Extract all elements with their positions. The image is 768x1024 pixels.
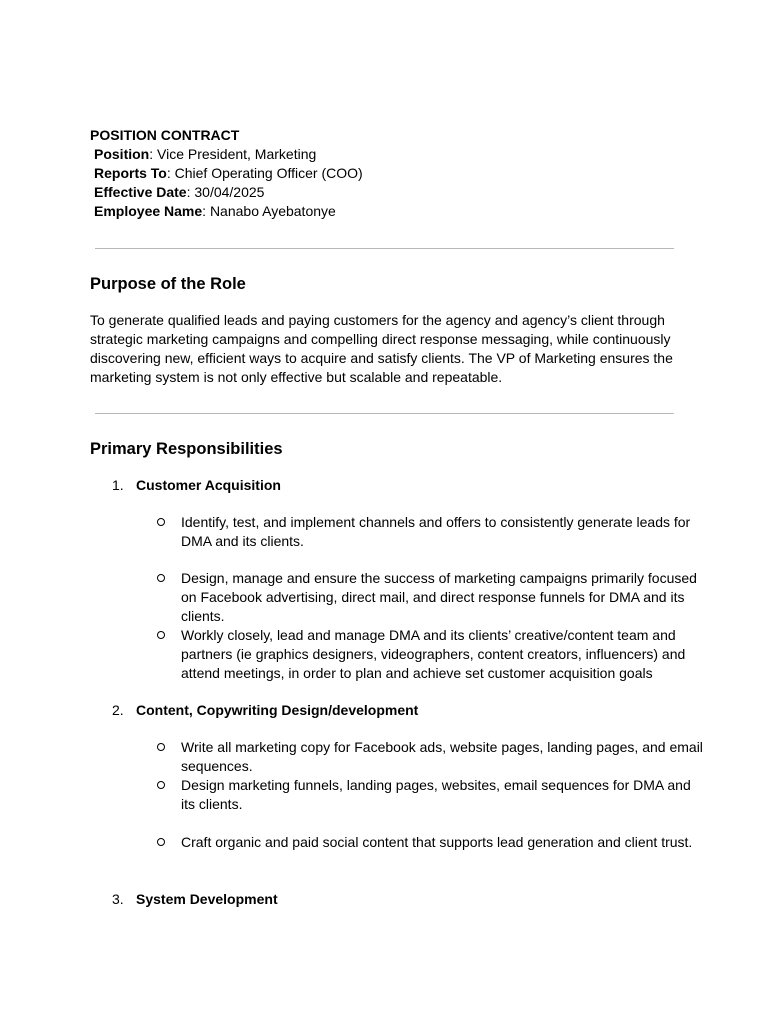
- purpose-text: To generate qualified leads and paying customers for the agency and agency’s client through strategic marketing campaigns and compelling direct response messaging, while continuously discovering new, efficient ways to acquire and satisfy clients. The VP of Marketing ensures the marketing system is not only effective but scalable and repeatable.: [90, 312, 673, 385]
- field-effective-date: [94, 183, 363, 202]
- field-label: Reports To: [94, 165, 167, 181]
- horizontal-divider: [95, 413, 674, 414]
- section-heading-customer-acquisition: [112, 476, 281, 495]
- bullet-circle-icon: [157, 743, 165, 751]
- section-title: Customer Acquisition: [136, 477, 281, 493]
- list-item: [157, 738, 706, 776]
- section-heading-content-copywriting: [112, 701, 418, 720]
- list-number: 2.: [112, 702, 124, 718]
- section-title: System Development: [136, 891, 278, 907]
- list-item: [157, 569, 706, 626]
- field-reports-to: [94, 164, 363, 183]
- field-value: : Nanabo Ayebatonye: [202, 203, 336, 219]
- responsibilities-heading: Primary Responsibilities: [90, 440, 283, 458]
- horizontal-divider: [95, 248, 674, 249]
- field-value: : Vice President, Marketing: [149, 146, 317, 162]
- section-heading-system-development: [112, 890, 278, 909]
- list-item: [157, 833, 706, 852]
- contract-title: POSITION CONTRACT: [90, 127, 240, 143]
- section-title: Content, Copywriting Design/development: [136, 702, 419, 718]
- field-value: : Chief Operating Officer (COO): [166, 165, 363, 181]
- bullet-circle-icon: [157, 518, 165, 526]
- bullet-text: Design marketing funnels, landing pages, websites, email sequences for DMA and its clients.: [181, 777, 691, 812]
- bullet-circle-icon: [157, 838, 165, 846]
- bullet-text: Design, manage and ensure the success of marketing campaigns primarily focused on Facebook advertising, direct mail, and direct response funnels for DMA and its clients.: [181, 570, 697, 624]
- field-employee-name: [94, 202, 363, 221]
- bullet-circle-icon: [157, 631, 165, 639]
- contract-fields: [94, 145, 363, 221]
- list-number: 3.: [112, 891, 124, 907]
- list-item: [157, 776, 706, 814]
- field-label: Employee Name: [94, 203, 203, 219]
- list-item: [157, 513, 706, 551]
- bullet-text: Write all marketing copy for Facebook ads, website pages, landing pages, and email sequences.: [181, 739, 703, 774]
- bullet-circle-icon: [157, 574, 165, 582]
- field-position: [94, 145, 363, 164]
- field-value: : 30/04/2025: [186, 184, 265, 200]
- bullet-text: Workly closely, lead and manage DMA and its clients’ creative/content team and partners (ie graphics designers, videographers, content creators, influencers) and attend meetings, in order to plan and achieve set customer acquisition goals: [181, 627, 686, 681]
- bullet-circle-icon: [157, 781, 165, 789]
- field-label: Effective Date: [94, 184, 187, 200]
- field-label: Position: [94, 146, 150, 162]
- list-number: 1.: [112, 477, 124, 493]
- bullet-text: Identify, test, and implement channels and offers to consistently generate leads for DMA and its clients.: [181, 514, 691, 549]
- bullet-text: Craft organic and paid social content that supports lead generation and client trust.: [181, 834, 693, 850]
- list-item: [157, 626, 706, 683]
- purpose-heading: Purpose of the Role: [90, 275, 246, 293]
